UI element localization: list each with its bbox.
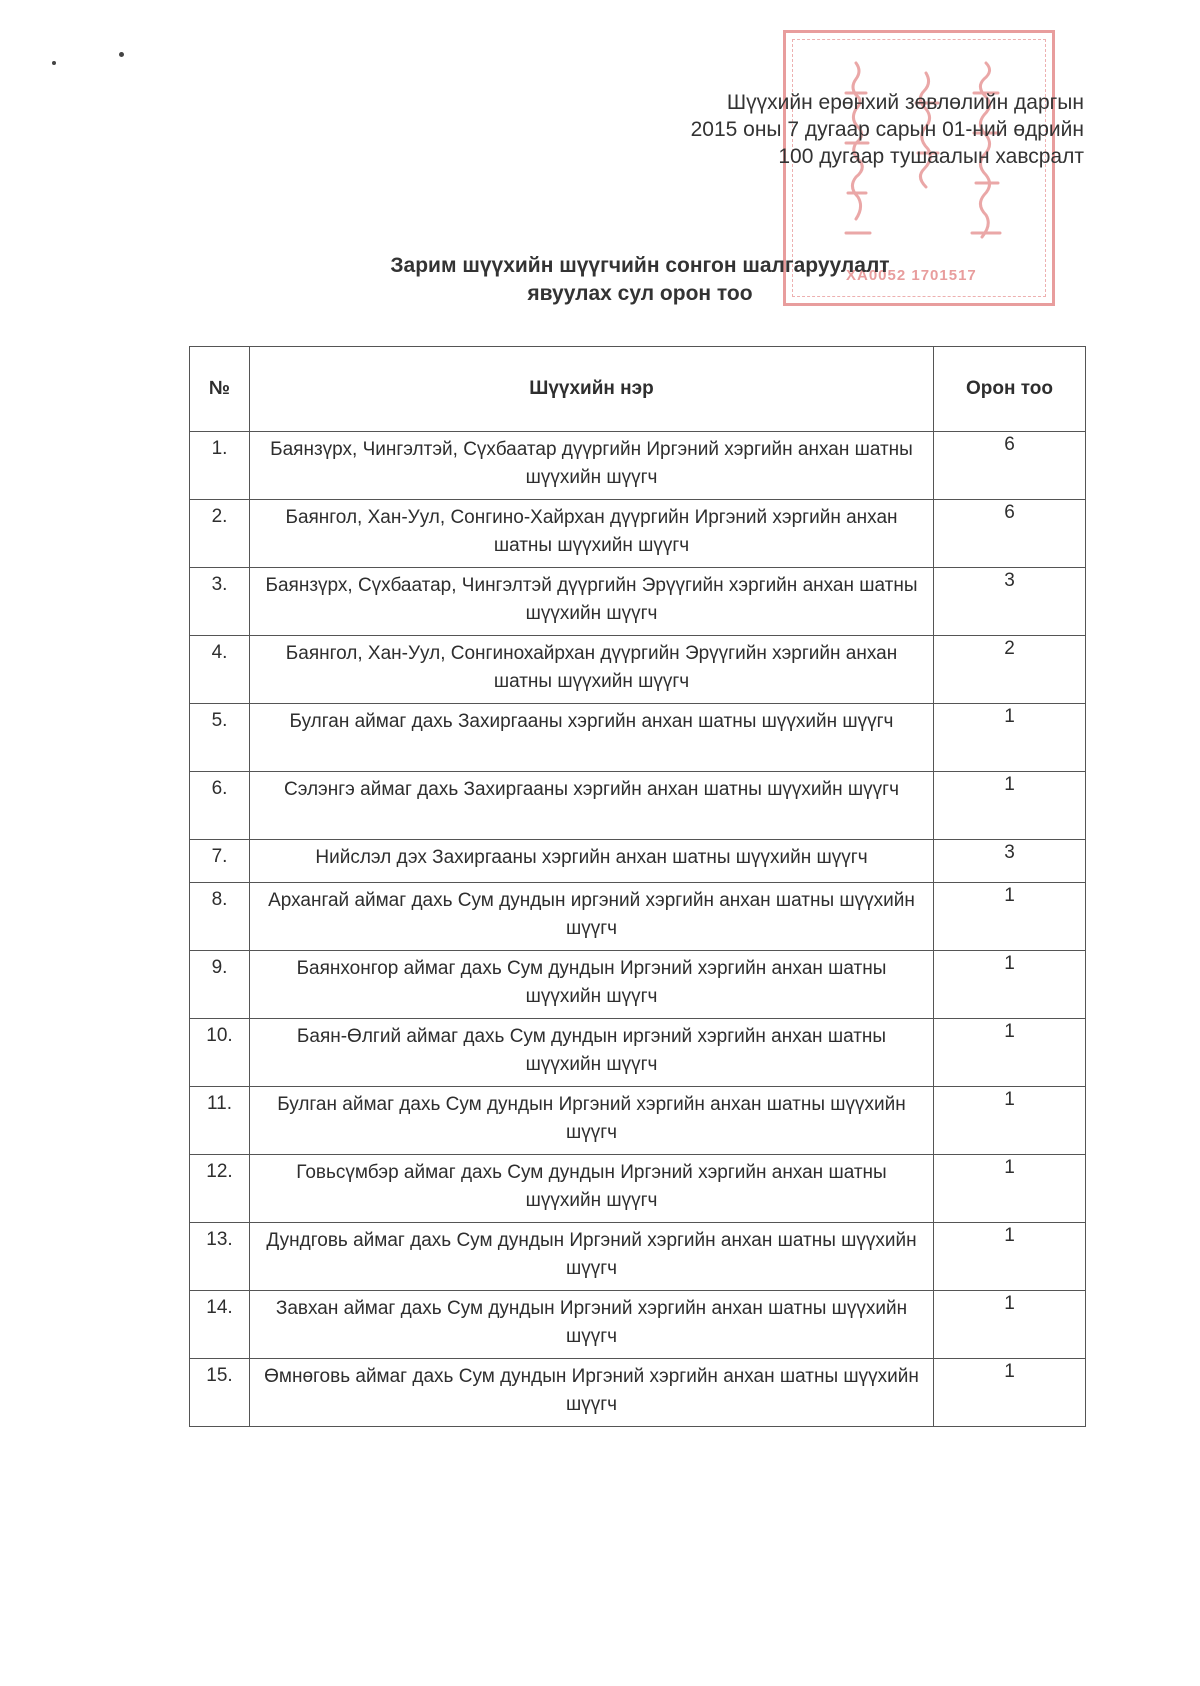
stamp-number: XA0052 1701517 — [846, 267, 977, 284]
row-count: 1 — [934, 883, 1086, 951]
row-court-name: Булган аймаг дахь Сум дундын Иргэний хэргийн анхан шатны шүүхийн шүүгч — [250, 1087, 934, 1155]
row-no: 6. — [190, 772, 250, 840]
row-court-name: Баянгол, Хан-Уул, Сонгинохайрхан дүүргийн Эрүүгийн хэргийн анхан шатны шүүхийн шүүгч — [250, 636, 934, 704]
row-court-name: Говьсүмбэр аймаг дахь Сум дундын Иргэний хэргийн анхан шатны шүүхийн шүүгч — [250, 1155, 934, 1223]
row-court-name: Нийслэл дэх Захиргааны хэргийн анхан шатны шүүхийн шүүгч — [250, 840, 934, 883]
row-court-name: Дундговь аймаг дахь Сум дундын Иргэний хэргийн анхан шатны шүүхийн шүүгч — [250, 1223, 934, 1291]
row-count: 6 — [934, 500, 1086, 568]
table-row — [190, 636, 1086, 704]
row-count: 6 — [934, 432, 1086, 500]
table-row — [190, 432, 1086, 500]
row-no: 1. — [190, 432, 250, 500]
row-court-name: Баянзүрх, Чингэлтэй, Сүхбаатар дүүргийн Иргэний хэргийн анхан шатны шүүхийн шүүгч — [250, 432, 934, 500]
table-header-row — [190, 347, 1086, 432]
row-court-name: Сэлэнгэ аймаг дахь Захиргааны хэргийн анхан шатны шүүхийн шүүгч — [250, 772, 934, 840]
row-no: 4. — [190, 636, 250, 704]
row-no: 15. — [190, 1359, 250, 1427]
row-no: 5. — [190, 704, 250, 772]
row-no: 11. — [190, 1087, 250, 1155]
table-row — [190, 1223, 1086, 1291]
table-row — [190, 840, 1086, 883]
table-row — [190, 500, 1086, 568]
header-count: Орон тоо — [934, 347, 1086, 432]
title-line: Зарим шүүхийн шүүгчийн сонгон шалгаруулалт — [390, 254, 890, 277]
table-row — [190, 1087, 1086, 1155]
row-court-name: Баянгол, Хан-Уул, Сонгино-Хайрхан дүүргийн Иргэний хэргийн анхан шатны шүүхийн шүүгч — [250, 500, 934, 568]
table-row — [190, 1019, 1086, 1087]
document-title — [300, 252, 980, 308]
row-no: 13. — [190, 1223, 250, 1291]
row-count: 1 — [934, 1019, 1086, 1087]
scan-speck — [119, 52, 124, 57]
row-count: 1 — [934, 772, 1086, 840]
header-line: 2015 оны 7 дугаар сарын 01-ний өдрийн — [690, 118, 1084, 141]
row-count: 1 — [934, 1087, 1086, 1155]
header-line: Шүүхийн ерөнхий зөвлөлийн даргын — [726, 91, 1084, 114]
title-line: явуулах сул орон тоо — [527, 282, 753, 305]
header-line: 100 дугаар тушаалын хавсралт — [778, 145, 1084, 168]
row-count: 1 — [934, 1223, 1086, 1291]
scan-speck — [52, 61, 56, 65]
row-no: 8. — [190, 883, 250, 951]
row-count: 1 — [934, 1155, 1086, 1223]
row-count: 3 — [934, 840, 1086, 883]
row-count: 1 — [934, 1359, 1086, 1427]
row-count: 1 — [934, 951, 1086, 1019]
table-row — [190, 772, 1086, 840]
row-court-name: Баянхонгор аймаг дахь Сум дундын Иргэний хэргийн анхан шатны шүүхийн шүүгч — [250, 951, 934, 1019]
table-row — [190, 1291, 1086, 1359]
row-no: 10. — [190, 1019, 250, 1087]
row-court-name: Өмнөговь аймаг дахь Сум дундын Иргэний хэргийн анхан шатны шүүхийн шүүгч — [250, 1359, 934, 1427]
table-row — [190, 1155, 1086, 1223]
row-no: 2. — [190, 500, 250, 568]
header-no: № — [190, 347, 250, 432]
row-court-name: Архангай аймаг дахь Сум дундын иргэний хэргийн анхан шатны шүүхийн шүүгч — [250, 883, 934, 951]
table-row — [190, 951, 1086, 1019]
row-no: 7. — [190, 840, 250, 883]
row-court-name: Баянзүрх, Сүхбаатар, Чингэлтэй дүүргийн Эрүүгийн хэргийн анхан шатны шүүхийн шүүгч — [250, 568, 934, 636]
table-row — [190, 1359, 1086, 1427]
table-row — [190, 568, 1086, 636]
row-no: 3. — [190, 568, 250, 636]
table-row — [190, 704, 1086, 772]
header-court-name: Шүүхийн нэр — [250, 347, 934, 432]
table-row — [190, 883, 1086, 951]
row-no: 12. — [190, 1155, 250, 1223]
row-count: 1 — [934, 1291, 1086, 1359]
row-court-name: Баян-Өлгий аймаг дахь Сум дундын иргэний хэргийн анхан шатны шүүхийн шүүгч — [250, 1019, 934, 1087]
row-count: 2 — [934, 636, 1086, 704]
vacancy-table — [189, 346, 1086, 1427]
row-court-name: Булган аймаг дахь Захиргааны хэргийн анхан шатны шүүхийн шүүгч — [250, 704, 934, 772]
row-no: 9. — [190, 951, 250, 1019]
document-header — [560, 89, 1084, 170]
row-count: 1 — [934, 704, 1086, 772]
row-count: 3 — [934, 568, 1086, 636]
row-court-name: Завхан аймаг дахь Сум дундын Иргэний хэргийн анхан шатны шүүхийн шүүгч — [250, 1291, 934, 1359]
row-no: 14. — [190, 1291, 250, 1359]
